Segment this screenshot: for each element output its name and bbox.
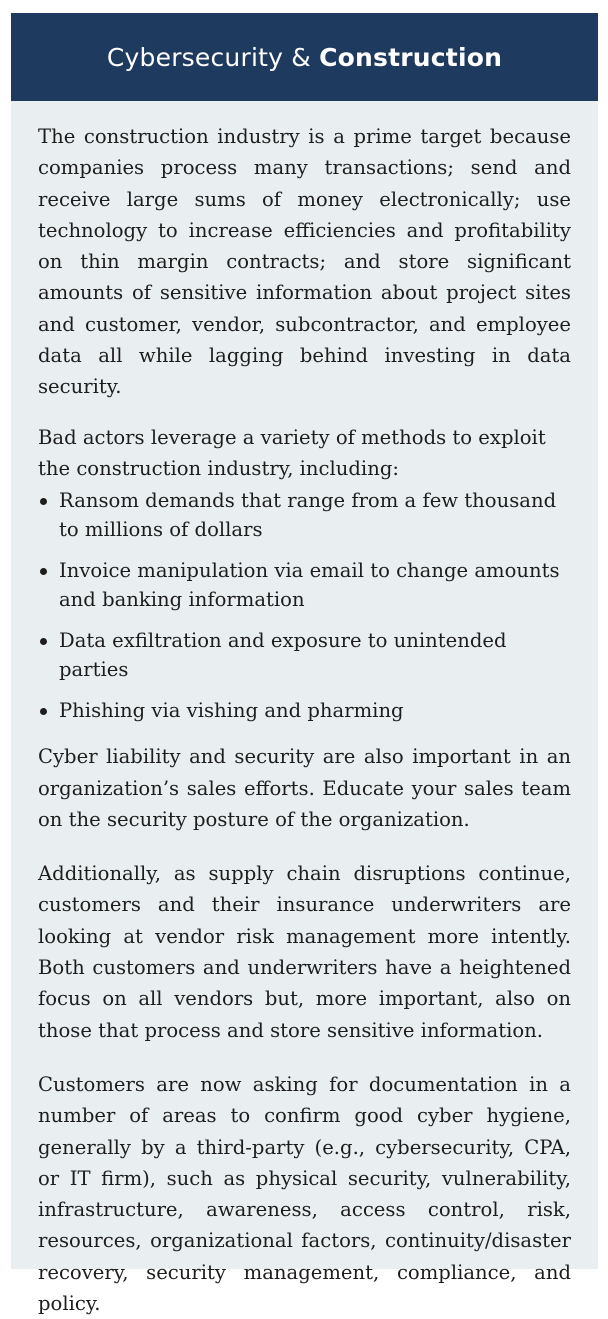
list-item bbox=[38, 486, 571, 544]
list-item-text: Invoice manipulation via email to change amounts and banking information bbox=[59, 559, 560, 612]
paragraph-sales: Cyber liability and security are also important in an organization’s sales efforts. Educate your sales team on the security posture of the organization. bbox=[38, 745, 571, 831]
paragraph-methods: Bad actors leverage a variety of methods to exploit the construction industry, including: bbox=[38, 425, 546, 480]
sidebar-panel bbox=[11, 13, 598, 1316]
bullet-icon bbox=[40, 498, 47, 505]
header-title-bold: Construction bbox=[319, 42, 503, 72]
sidebar-content bbox=[38, 121, 571, 1319]
list-item bbox=[38, 626, 571, 684]
list-item bbox=[38, 696, 571, 725]
bullet-icon bbox=[40, 568, 47, 575]
list-item-text: Phishing via vishing and pharming bbox=[59, 699, 404, 723]
paragraph-intro: The construction industry is a prime target because companies process many transactions; send and receive large sums of money electronically; use technology to increase efficiencies and profitability on thin margin contracts; and store significant amounts of sensitive information about project sites and customer, vendor, subcontractor, and employee data all while lagging behind investing in data security. bbox=[38, 125, 571, 399]
paragraph-documentation: Customers are now asking for documentation in a number of areas to confirm good cyber hygiene, generally by a third-party (e.g., cybersecurity, CPA, or IT firm), such as physical security, vulnerability, infrastructure, awareness, access control, risk, resources, organizational factors, continuity/disaster recovery, security management, compliance, and policy. bbox=[38, 1072, 571, 1316]
list-item bbox=[38, 556, 571, 614]
paragraph-supply-chain: Additionally, as supply chain disruptions continue, customers and their insurance underwriters are looking at vendor risk management more intently. Both customers and underwriters have a heightened focus on all vendors but, more important, also on those that process and store sensitive information. bbox=[38, 862, 571, 1042]
list-item-text: Ransom demands that range from a few thousand to millions of dollars bbox=[59, 489, 557, 542]
header-title-regular: Cybersecurity & bbox=[106, 42, 320, 72]
sidebar-header bbox=[11, 13, 598, 101]
list-item-text: Data exfiltration and exposure to unintended parties bbox=[59, 629, 507, 682]
methods-list bbox=[38, 486, 571, 725]
bullet-icon bbox=[40, 638, 47, 645]
bullet-icon bbox=[40, 708, 47, 715]
